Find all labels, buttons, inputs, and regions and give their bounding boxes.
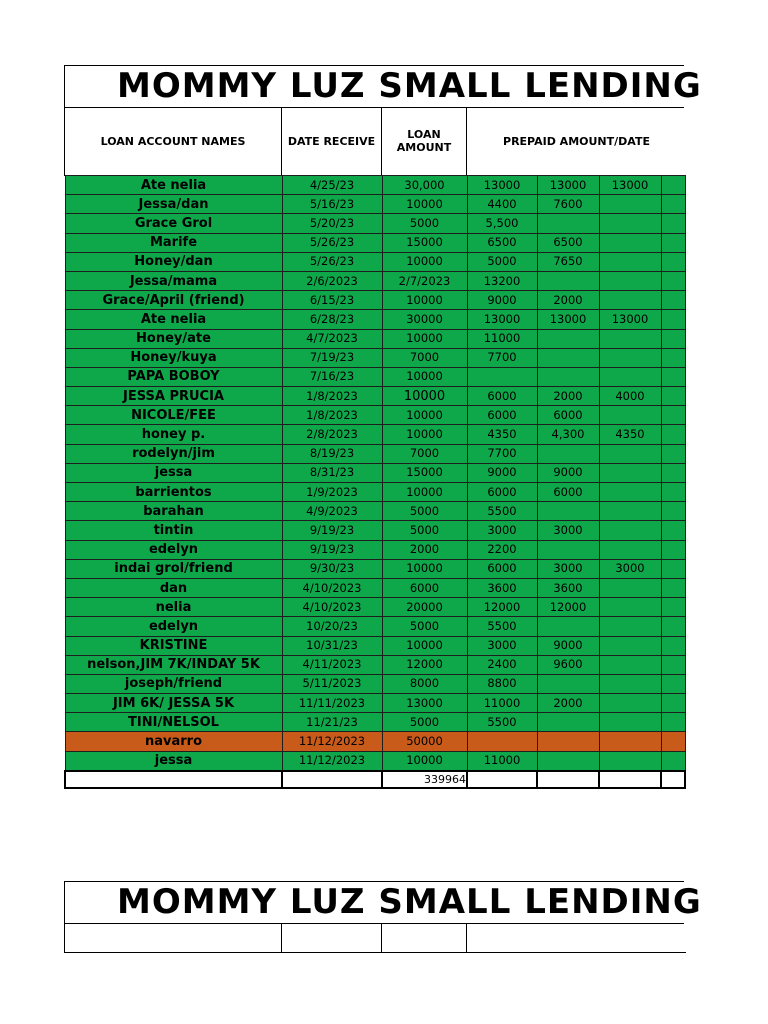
cell-prepaid-1: 7700 bbox=[467, 348, 537, 367]
cell-prepaid-1: 5500 bbox=[467, 617, 537, 636]
table-row bbox=[65, 310, 685, 329]
cell-prepaid-2 bbox=[537, 367, 599, 386]
cell-date-receive: 4/10/2023 bbox=[282, 598, 382, 617]
cell-loan-amount: 7000 bbox=[382, 348, 467, 367]
cell-date-receive: 9/19/23 bbox=[282, 521, 382, 540]
table-row bbox=[65, 483, 685, 502]
cell-date-receive: 1/8/2023 bbox=[282, 387, 382, 406]
cell-prepaid-2: 13000 bbox=[537, 310, 599, 329]
cell-prepaid-1: 13200 bbox=[467, 271, 537, 290]
table-row bbox=[65, 694, 685, 713]
cell-prepaid-1: 6000 bbox=[467, 559, 537, 578]
cell-prepaid-2: 6500 bbox=[537, 233, 599, 252]
cell-prepaid-2 bbox=[537, 751, 599, 771]
total-row-empty-cell bbox=[661, 771, 685, 788]
cell-loan-amount: 13000 bbox=[382, 694, 467, 713]
cell-account-name: navarro bbox=[65, 732, 282, 751]
cell-prepaid-1 bbox=[467, 732, 537, 751]
cell-prepaid-2: 12000 bbox=[537, 598, 599, 617]
cell-prepaid-1: 5500 bbox=[467, 502, 537, 521]
cell-loan-amount: 6000 bbox=[382, 578, 467, 597]
cell-empty bbox=[661, 444, 685, 463]
cell-prepaid-1: 11000 bbox=[467, 694, 537, 713]
cell-loan-amount: 10000 bbox=[382, 329, 467, 348]
cell-account-name: jessa bbox=[65, 463, 282, 482]
cell-account-name: joseph/friend bbox=[65, 674, 282, 693]
cell-loan-amount: 20000 bbox=[382, 598, 467, 617]
cell-account-name: honey p. bbox=[65, 425, 282, 444]
cell-prepaid-2: 9600 bbox=[537, 655, 599, 674]
header-cell-1 bbox=[64, 923, 282, 953]
cell-loan-amount: 5000 bbox=[382, 502, 467, 521]
cell-prepaid-3 bbox=[599, 713, 661, 732]
table-row bbox=[65, 598, 685, 617]
cell-date-receive: 7/16/23 bbox=[282, 367, 382, 386]
cell-empty bbox=[661, 578, 685, 597]
cell-prepaid-2 bbox=[537, 674, 599, 693]
total-row-empty-cell bbox=[65, 771, 282, 788]
cell-empty bbox=[661, 214, 685, 233]
cell-prepaid-3 bbox=[599, 252, 661, 271]
cell-date-receive: 8/31/23 bbox=[282, 463, 382, 482]
table-row bbox=[65, 463, 685, 482]
cell-prepaid-1: 7700 bbox=[467, 444, 537, 463]
cell-date-receive: 6/28/23 bbox=[282, 310, 382, 329]
cell-prepaid-2: 2000 bbox=[537, 694, 599, 713]
cell-prepaid-3 bbox=[599, 617, 661, 636]
cell-account-name: KRISTINE bbox=[65, 636, 282, 655]
cell-empty bbox=[661, 694, 685, 713]
cell-account-name: indai grol/friend bbox=[65, 559, 282, 578]
cell-account-name: tintin bbox=[65, 521, 282, 540]
total-row bbox=[65, 771, 685, 788]
header-prepaid-amount-date: PREPAID AMOUNT/DATE bbox=[466, 107, 686, 176]
header-loan-account-names: LOAN ACCOUNT NAMES bbox=[64, 107, 282, 176]
cell-prepaid-1: 6500 bbox=[467, 233, 537, 252]
cell-loan-amount: 2000 bbox=[382, 540, 467, 559]
cell-empty bbox=[661, 540, 685, 559]
cell-prepaid-1: 5500 bbox=[467, 713, 537, 732]
cell-date-receive: 5/26/23 bbox=[282, 252, 382, 271]
cell-loan-amount: 10000 bbox=[382, 425, 467, 444]
cell-prepaid-3: 13000 bbox=[599, 310, 661, 329]
cell-account-name: Ate nelia bbox=[65, 176, 282, 195]
cell-prepaid-2: 3000 bbox=[537, 521, 599, 540]
table-row bbox=[65, 252, 685, 271]
cell-prepaid-1: 3600 bbox=[467, 578, 537, 597]
table-row bbox=[65, 367, 685, 386]
cell-account-name: edelyn bbox=[65, 540, 282, 559]
cell-prepaid-3 bbox=[599, 463, 661, 482]
table-row bbox=[65, 732, 685, 751]
cell-account-name: Grace/April (friend) bbox=[65, 291, 282, 310]
cell-date-receive: 8/19/23 bbox=[282, 444, 382, 463]
cell-loan-amount: 10000 bbox=[382, 195, 467, 214]
cell-account-name: barahan bbox=[65, 502, 282, 521]
total-row-empty-cell bbox=[537, 771, 599, 788]
cell-prepaid-3 bbox=[599, 291, 661, 310]
cell-loan-amount: 5000 bbox=[382, 214, 467, 233]
cell-date-receive: 9/19/23 bbox=[282, 540, 382, 559]
cell-prepaid-1: 9000 bbox=[467, 291, 537, 310]
cell-prepaid-1: 11000 bbox=[467, 329, 537, 348]
cell-account-name: jessa bbox=[65, 751, 282, 771]
cell-empty bbox=[661, 674, 685, 693]
table-row bbox=[65, 559, 685, 578]
cell-prepaid-1: 13000 bbox=[467, 176, 537, 195]
cell-prepaid-3: 13000 bbox=[599, 176, 661, 195]
header-date-receive: DATE RECEIVE bbox=[281, 107, 382, 176]
cell-prepaid-1: 4350 bbox=[467, 425, 537, 444]
cell-loan-amount: 30000 bbox=[382, 310, 467, 329]
loan-sheet-page-1 bbox=[64, 65, 702, 786]
table-row bbox=[65, 291, 685, 310]
cell-date-receive: 1/8/2023 bbox=[282, 406, 382, 425]
cell-empty bbox=[661, 598, 685, 617]
cell-loan-amount: 10000 bbox=[382, 636, 467, 655]
cell-prepaid-3 bbox=[599, 367, 661, 386]
cell-prepaid-3 bbox=[599, 502, 661, 521]
cell-date-receive: 4/10/2023 bbox=[282, 578, 382, 597]
sheet-title: MOMMY LUZ SMALL LENDING bbox=[64, 65, 684, 108]
table-row bbox=[65, 655, 685, 674]
cell-loan-amount: 10000 bbox=[382, 559, 467, 578]
cell-loan-amount: 7000 bbox=[382, 444, 467, 463]
cell-prepaid-1: 2400 bbox=[467, 655, 537, 674]
cell-loan-amount: 10000 bbox=[382, 291, 467, 310]
cell-date-receive: 4/11/2023 bbox=[282, 655, 382, 674]
cell-empty bbox=[661, 367, 685, 386]
cell-date-receive: 2/6/2023 bbox=[282, 271, 382, 290]
cell-account-name: Jessa/mama bbox=[65, 271, 282, 290]
cell-empty bbox=[661, 329, 685, 348]
cell-prepaid-1: 12000 bbox=[467, 598, 537, 617]
cell-empty bbox=[661, 233, 685, 252]
cell-loan-amount: 10000 bbox=[382, 406, 467, 425]
cell-empty bbox=[661, 502, 685, 521]
cell-account-name: NICOLE/FEE bbox=[65, 406, 282, 425]
cell-date-receive: 6/15/23 bbox=[282, 291, 382, 310]
loan-sheet-page-2 bbox=[64, 881, 702, 953]
table-row bbox=[65, 425, 685, 444]
cell-prepaid-3: 3000 bbox=[599, 559, 661, 578]
cell-empty bbox=[661, 559, 685, 578]
cell-account-name: Honey/dan bbox=[65, 252, 282, 271]
cell-account-name: Grace Grol bbox=[65, 214, 282, 233]
cell-prepaid-2: 3600 bbox=[537, 578, 599, 597]
cell-prepaid-2 bbox=[537, 617, 599, 636]
cell-date-receive: 5/26/23 bbox=[282, 233, 382, 252]
cell-prepaid-3 bbox=[599, 271, 661, 290]
cell-account-name: nelia bbox=[65, 598, 282, 617]
cell-prepaid-3 bbox=[599, 195, 661, 214]
cell-prepaid-2: 13000 bbox=[537, 176, 599, 195]
cell-prepaid-3 bbox=[599, 751, 661, 771]
cell-empty bbox=[661, 636, 685, 655]
total-row-empty-cell bbox=[467, 771, 537, 788]
cell-empty bbox=[661, 291, 685, 310]
cell-prepaid-1: 8800 bbox=[467, 674, 537, 693]
cell-loan-amount: 10000 bbox=[382, 252, 467, 271]
cell-prepaid-3 bbox=[599, 521, 661, 540]
table-row bbox=[65, 578, 685, 597]
table-row bbox=[65, 751, 685, 771]
cell-prepaid-1: 2200 bbox=[467, 540, 537, 559]
cell-prepaid-3 bbox=[599, 233, 661, 252]
cell-prepaid-2: 3000 bbox=[537, 559, 599, 578]
cell-loan-amount: 50000 bbox=[382, 732, 467, 751]
cell-prepaid-1: 6000 bbox=[467, 483, 537, 502]
cell-prepaid-1: 3000 bbox=[467, 521, 537, 540]
cell-account-name: Honey/kuya bbox=[65, 348, 282, 367]
cell-prepaid-1: 6000 bbox=[467, 387, 537, 406]
cell-empty bbox=[661, 751, 685, 771]
cell-prepaid-3: 4350 bbox=[599, 425, 661, 444]
cell-date-receive: 2/8/2023 bbox=[282, 425, 382, 444]
cell-prepaid-2 bbox=[537, 348, 599, 367]
cell-prepaid-1: 13000 bbox=[467, 310, 537, 329]
cell-account-name: PAPA BOBOY bbox=[65, 367, 282, 386]
cell-prepaid-3 bbox=[599, 578, 661, 597]
cell-prepaid-3 bbox=[599, 540, 661, 559]
cell-empty bbox=[661, 483, 685, 502]
cell-empty bbox=[661, 425, 685, 444]
table-row bbox=[65, 502, 685, 521]
cell-prepaid-1: 5000 bbox=[467, 252, 537, 271]
cell-prepaid-3 bbox=[599, 674, 661, 693]
cell-prepaid-3 bbox=[599, 598, 661, 617]
cell-empty bbox=[661, 655, 685, 674]
cell-loan-amount: 8000 bbox=[382, 674, 467, 693]
table-row bbox=[65, 329, 685, 348]
cell-prepaid-1: 4400 bbox=[467, 195, 537, 214]
table-row bbox=[65, 406, 685, 425]
cell-date-receive: 11/11/2023 bbox=[282, 694, 382, 713]
cell-prepaid-2: 2000 bbox=[537, 387, 599, 406]
cell-empty bbox=[661, 271, 685, 290]
cell-empty bbox=[661, 348, 685, 367]
cell-account-name: TINI/NELSOL bbox=[65, 713, 282, 732]
cell-date-receive: 4/25/23 bbox=[282, 176, 382, 195]
cell-prepaid-3 bbox=[599, 732, 661, 751]
cell-prepaid-2: 6000 bbox=[537, 406, 599, 425]
table-row bbox=[65, 348, 685, 367]
cell-empty bbox=[661, 176, 685, 195]
header-cell-4 bbox=[466, 923, 686, 953]
total-row-empty-cell bbox=[599, 771, 661, 788]
cell-date-receive: 9/30/23 bbox=[282, 559, 382, 578]
cell-empty bbox=[661, 617, 685, 636]
cell-prepaid-2: 2000 bbox=[537, 291, 599, 310]
cell-empty bbox=[661, 521, 685, 540]
cell-prepaid-1: 6000 bbox=[467, 406, 537, 425]
cell-loan-amount: 12000 bbox=[382, 655, 467, 674]
table-row bbox=[65, 387, 685, 406]
cell-prepaid-3 bbox=[599, 329, 661, 348]
cell-prepaid-1: 5,500 bbox=[467, 214, 537, 233]
cell-empty bbox=[661, 463, 685, 482]
cell-prepaid-2 bbox=[537, 732, 599, 751]
cell-loan-amount: 10000 bbox=[382, 387, 467, 406]
cell-loan-amount: 5000 bbox=[382, 713, 467, 732]
cell-prepaid-1: 9000 bbox=[467, 463, 537, 482]
cell-account-name: JESSA PRUCIA bbox=[65, 387, 282, 406]
cell-prepaid-3 bbox=[599, 483, 661, 502]
cell-prepaid-3 bbox=[599, 406, 661, 425]
table-row bbox=[65, 674, 685, 693]
table-row bbox=[65, 176, 685, 195]
table-row bbox=[65, 195, 685, 214]
cell-loan-amount: 10000 bbox=[382, 367, 467, 386]
table-row bbox=[65, 521, 685, 540]
cell-account-name: rodelyn/jim bbox=[65, 444, 282, 463]
cell-prepaid-3 bbox=[599, 694, 661, 713]
cell-date-receive: 10/31/23 bbox=[282, 636, 382, 655]
cell-prepaid-3 bbox=[599, 636, 661, 655]
cell-account-name: JIM 6K/ JESSA 5K bbox=[65, 694, 282, 713]
table-row bbox=[65, 233, 685, 252]
cell-prepaid-2 bbox=[537, 713, 599, 732]
cell-date-receive: 5/20/23 bbox=[282, 214, 382, 233]
cell-empty bbox=[661, 406, 685, 425]
cell-loan-amount: 10000 bbox=[382, 483, 467, 502]
cell-empty bbox=[661, 732, 685, 751]
cell-empty bbox=[661, 195, 685, 214]
cell-prepaid-2: 7650 bbox=[537, 252, 599, 271]
cell-empty bbox=[661, 387, 685, 406]
sheet-title-page-2: MOMMY LUZ SMALL LENDING bbox=[64, 881, 684, 924]
total-loan-amount: 339964 bbox=[382, 771, 467, 788]
cell-empty bbox=[661, 310, 685, 329]
cell-prepaid-3 bbox=[599, 348, 661, 367]
table-row bbox=[65, 540, 685, 559]
cell-prepaid-2: 6000 bbox=[537, 483, 599, 502]
cell-loan-amount: 5000 bbox=[382, 617, 467, 636]
cell-date-receive: 11/12/2023 bbox=[282, 751, 382, 771]
cell-account-name: Marife bbox=[65, 233, 282, 252]
cell-loan-amount: 5000 bbox=[382, 521, 467, 540]
cell-prepaid-3 bbox=[599, 444, 661, 463]
cell-prepaid-2 bbox=[537, 271, 599, 290]
cell-account-name: barrientos bbox=[65, 483, 282, 502]
cell-prepaid-1: 11000 bbox=[467, 751, 537, 771]
cell-loan-amount: 2/7/2023 bbox=[382, 271, 467, 290]
cell-loan-amount: 10000 bbox=[382, 751, 467, 771]
cell-prepaid-2 bbox=[537, 540, 599, 559]
total-row-empty-cell bbox=[282, 771, 382, 788]
cell-date-receive: 4/9/2023 bbox=[282, 502, 382, 521]
loan-table bbox=[64, 175, 686, 789]
cell-date-receive: 1/9/2023 bbox=[282, 483, 382, 502]
cell-account-name: edelyn bbox=[65, 617, 282, 636]
cell-date-receive: 7/19/23 bbox=[282, 348, 382, 367]
table-row bbox=[65, 636, 685, 655]
cell-loan-amount: 15000 bbox=[382, 463, 467, 482]
cell-loan-amount: 30,000 bbox=[382, 176, 467, 195]
cell-prepaid-3: 4000 bbox=[599, 387, 661, 406]
cell-date-receive: 4/7/2023 bbox=[282, 329, 382, 348]
cell-account-name: Ate nelia bbox=[65, 310, 282, 329]
cell-date-receive: 10/20/23 bbox=[282, 617, 382, 636]
cell-prepaid-2 bbox=[537, 214, 599, 233]
header-cell-2 bbox=[281, 923, 382, 953]
cell-prepaid-2: 9000 bbox=[537, 463, 599, 482]
cell-prepaid-1 bbox=[467, 367, 537, 386]
cell-date-receive: 11/21/23 bbox=[282, 713, 382, 732]
cell-account-name: Jessa/dan bbox=[65, 195, 282, 214]
table-row bbox=[65, 617, 685, 636]
cell-prepaid-2 bbox=[537, 329, 599, 348]
cell-loan-amount: 15000 bbox=[382, 233, 467, 252]
table-row bbox=[65, 444, 685, 463]
header-loan-amount: LOAN AMOUNT bbox=[381, 107, 467, 176]
cell-prepaid-3 bbox=[599, 214, 661, 233]
cell-account-name: dan bbox=[65, 578, 282, 597]
cell-prepaid-2: 9000 bbox=[537, 636, 599, 655]
table-row bbox=[65, 271, 685, 290]
cell-prepaid-2: 4,300 bbox=[537, 425, 599, 444]
cell-prepaid-3 bbox=[599, 655, 661, 674]
table-row bbox=[65, 214, 685, 233]
cell-prepaid-2 bbox=[537, 502, 599, 521]
cell-account-name: nelson,JIM 7K/INDAY 5K bbox=[65, 655, 282, 674]
cell-date-receive: 5/11/2023 bbox=[282, 674, 382, 693]
cell-prepaid-1: 3000 bbox=[467, 636, 537, 655]
table-row bbox=[65, 713, 685, 732]
cell-date-receive: 5/16/23 bbox=[282, 195, 382, 214]
cell-empty bbox=[661, 252, 685, 271]
cell-prepaid-2 bbox=[537, 444, 599, 463]
cell-date-receive: 11/12/2023 bbox=[282, 732, 382, 751]
cell-empty bbox=[661, 713, 685, 732]
header-cell-3 bbox=[381, 923, 467, 953]
cell-prepaid-2: 7600 bbox=[537, 195, 599, 214]
cell-account-name: Honey/ate bbox=[65, 329, 282, 348]
